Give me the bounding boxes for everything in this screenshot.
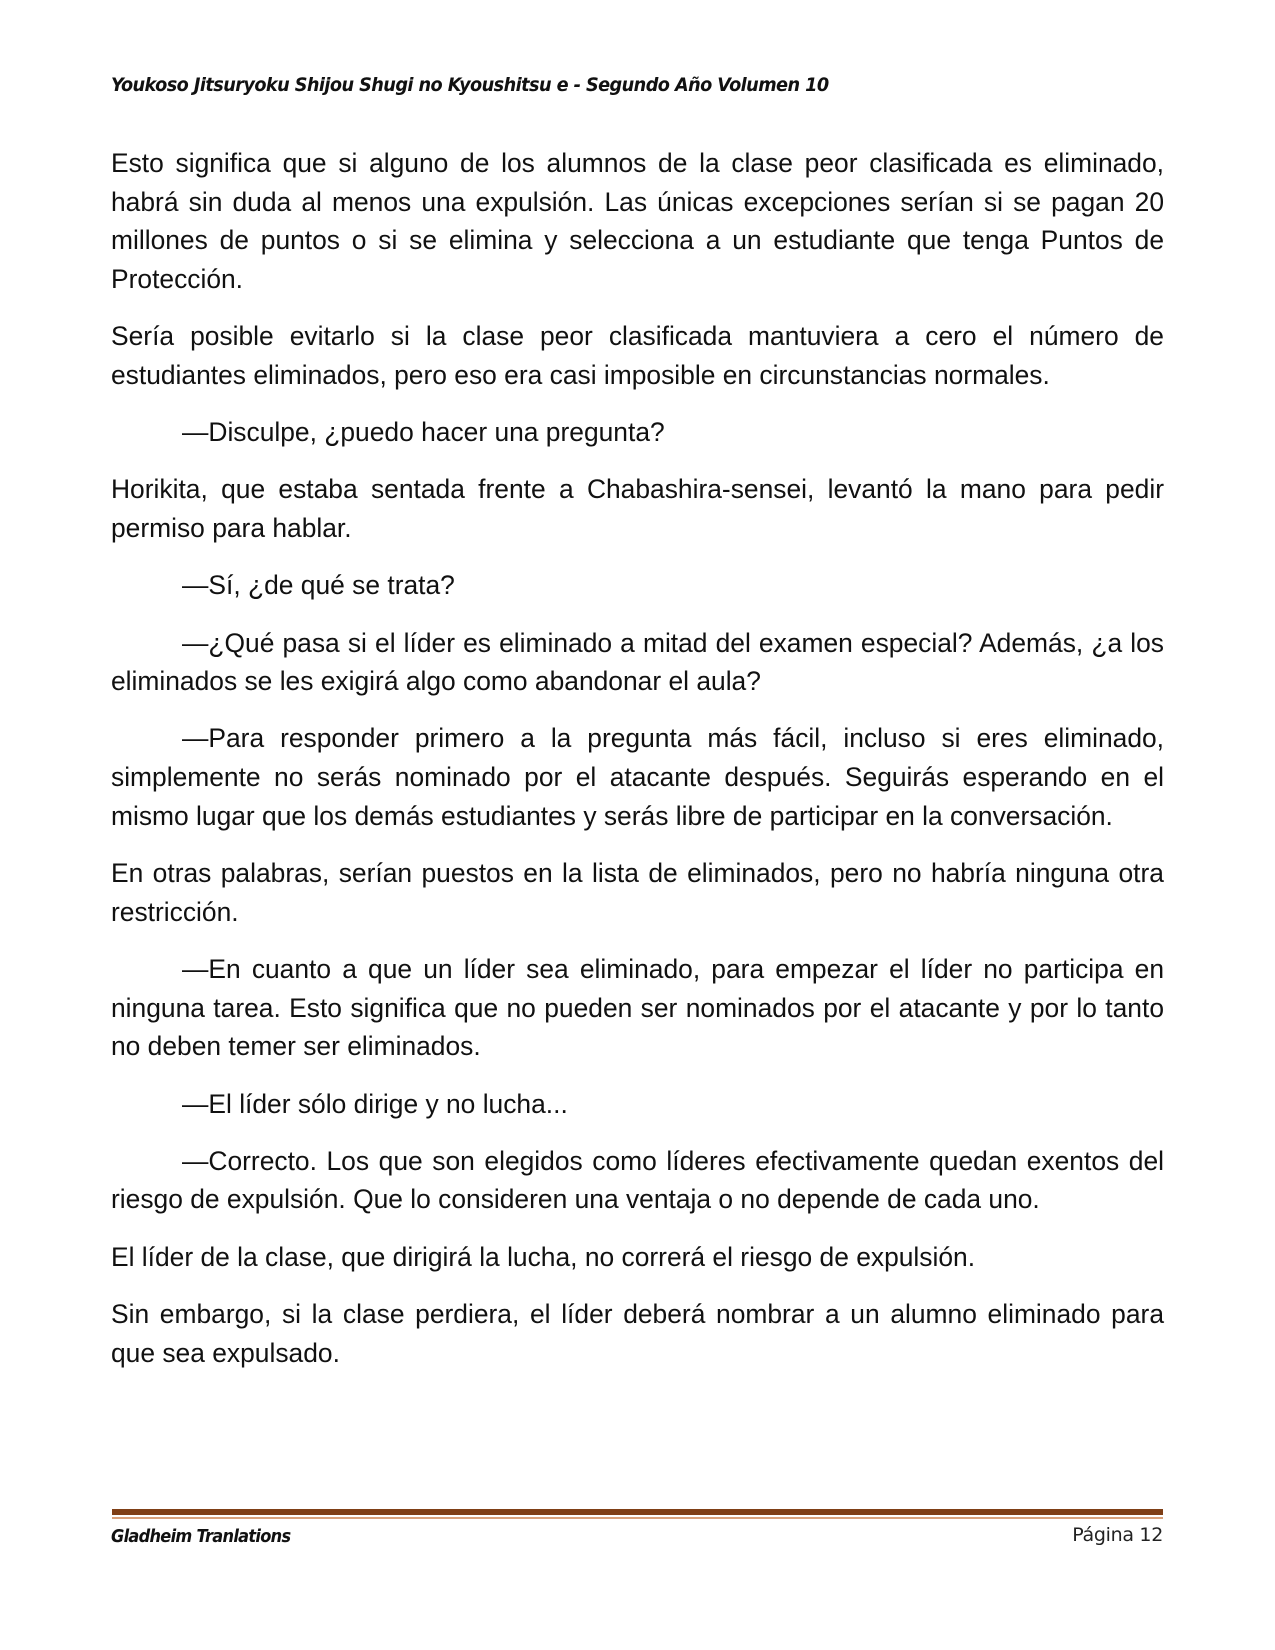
footer-rule-thin — [112, 1517, 1163, 1519]
paragraph: En otras palabras, serían puestos en la lista de eliminados, pero no habría ninguna otra restricción. — [111, 858, 1164, 927]
paragraph: Sin embargo, si la clase perdiera, el líder deberá nombrar a un alumno eliminado para que sea expulsado. — [111, 1298, 1164, 1368]
running-header: Youkoso Jitsuryoku Shijou Shugi no Kyoushitsu e - Segundo Año Volumen 10 — [111, 74, 829, 96]
footer-publisher: Gladheim Tranlations — [111, 1526, 291, 1547]
dialogue-paragraph: —En cuanto a que un líder sea eliminado, para empezar el líder no participa en ninguna tarea. Esto significa que no pueden ser nominados por el atacante y por lo tanto no deben temer ser eliminados. — [111, 953, 1164, 1062]
dialogue-paragraph: —Correcto. Los que son elegidos como líderes efectivamente quedan exentos del riesgo de expulsión. Que lo consideren una ventaja o no depende de cada uno. — [111, 1145, 1164, 1215]
page-number: Página 12 — [1072, 1524, 1163, 1546]
paragraph: Sería posible evitarlo si la clase peor clasificada mantuviera a cero el número de estudiantes eliminados, pero eso era casi imposible en circunstancias normales. — [111, 321, 1164, 391]
body-text — [111, 144, 1164, 1391]
dialogue-paragraph: —¿Qué pasa si el líder es eliminado a mitad del examen especial? Además, ¿a los eliminados se les exigirá algo como abandonar el aula? — [111, 627, 1164, 697]
dialogue-paragraph: —Sí, ¿de qué se trata? — [182, 570, 455, 601]
dialogue-paragraph: —Para responder primero a la pregunta más fácil, incluso si eres eliminado, simplemente no serás nominado por el atacante después. Seguirás esperando en el mismo lugar que los demás estudiantes y serás libre de participar en la conversación. — [111, 723, 1164, 831]
dialogue-paragraph: —Disculpe, ¿puedo hacer una pregunta? — [182, 417, 665, 448]
paragraph: Esto significa que si alguno de los alumnos de la clase peor clasificada es eliminado, habrá sin duda al menos una expulsión. Las únicas excepciones serían si se pagan 20 millones de puntos o si se elimina y selecciona a un estudiante que tenga Puntos de Protección. — [111, 148, 1164, 295]
paragraph: Horikita, que estaba sentada frente a Chabashira-sensei, levantó la mano para pedir permiso para hablar. — [111, 474, 1164, 544]
footer-rule-thick — [112, 1509, 1163, 1515]
paragraph: El líder de la clase, que dirigirá la lucha, no correrá el riesgo de expulsión. — [111, 1241, 976, 1272]
dialogue-paragraph: —El líder sólo dirige y no lucha... — [182, 1088, 568, 1119]
